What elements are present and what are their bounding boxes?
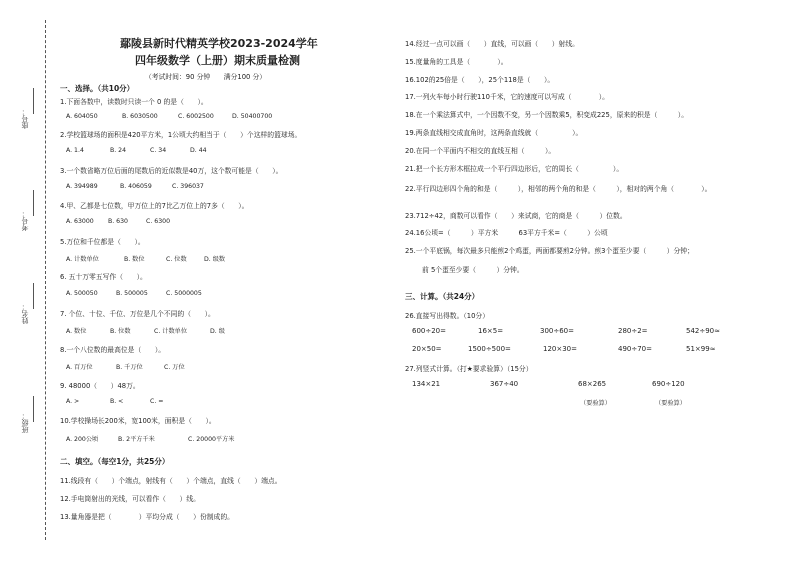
question-text: 10.学校操场长200米，宽100米，面积是（ ）。 bbox=[60, 417, 216, 425]
vertical-calc: 367÷40 bbox=[490, 380, 519, 388]
section-title: 一、选择。（共10分） bbox=[60, 84, 135, 93]
fill-item: 19.两条直线相交成直角时，这两条直线就（ ）。 bbox=[405, 129, 583, 137]
sidebar-rule bbox=[33, 283, 34, 309]
fill-item: 23.712÷42，商数可以看作（ ）来试商，它的商是（ ）位数。 bbox=[405, 212, 627, 220]
fill-item: 22.平行四边形四个角的和是（ ），相邻的两个角的和是（ ），相对的两个角（ ）。 bbox=[405, 185, 712, 193]
option: C. 396037 bbox=[172, 183, 204, 190]
fill-item: 11.线段有（ ）个端点，射线有（ ）个端点，直线（ ）端点。 bbox=[60, 477, 282, 485]
option: A. 63000 bbox=[66, 218, 94, 225]
option: B. 位数 bbox=[110, 328, 131, 335]
option: C. 位数 bbox=[166, 256, 187, 263]
name-label: 姓名： bbox=[21, 303, 29, 324]
question-text: 7. 个位、十位、千位、万位是几个不同的（ ）。 bbox=[60, 310, 215, 318]
option: A. 数位 bbox=[66, 328, 87, 335]
exam-number-label: 考号： bbox=[21, 210, 29, 231]
option: A. > bbox=[66, 398, 80, 405]
option: A. 394989 bbox=[66, 183, 98, 190]
option: B. 406059 bbox=[120, 183, 152, 190]
section-title: 二、填空。（每空1分，共25分） bbox=[60, 457, 170, 466]
fill-item: 15.度量角的工具是（ ）。 bbox=[405, 58, 508, 66]
calc-item: 490÷70= bbox=[618, 345, 652, 353]
fill-item: 16.102的25倍是（ ），25个118是（ ）。 bbox=[405, 76, 555, 84]
fill-item: 25.一个平底锅，每次最多只能煎2个鸡蛋，两面都要煎2分钟。煎3个蛋至少要（ ）分钟； bbox=[405, 247, 694, 255]
option: C. 20000平方米 bbox=[188, 436, 235, 443]
calc-item: 120×30= bbox=[543, 345, 577, 353]
question-text: 1.下面各数中，读数时只读一个 0 的是（ ）。 bbox=[60, 98, 208, 106]
option: C. 5000005 bbox=[166, 290, 202, 297]
option: A. 百万位 bbox=[66, 364, 93, 371]
option: B. < bbox=[110, 398, 124, 405]
section-title: 三、计算。（共24分） bbox=[405, 292, 480, 301]
option: C. = bbox=[150, 398, 164, 405]
option: B. 24 bbox=[110, 147, 127, 154]
option: C. 万位 bbox=[164, 364, 185, 371]
option: D. 50400700 bbox=[232, 113, 273, 120]
vertical-calc: 68×265 bbox=[578, 380, 607, 388]
sidebar-rule bbox=[33, 190, 34, 216]
option: A. 200公顷 bbox=[66, 436, 99, 443]
calc-item: 51×99≈ bbox=[686, 345, 716, 353]
option: D. 44 bbox=[190, 147, 207, 154]
option: C. 34 bbox=[150, 147, 167, 154]
option: D. 级 bbox=[210, 328, 225, 335]
option: B. 数位 bbox=[124, 256, 145, 263]
calc-item: 542÷90≈ bbox=[686, 327, 720, 335]
sidebar-rule bbox=[33, 88, 34, 114]
question-text: 2.学校篮球场的面积是420平方米，1公顷大约相当于（ ）个这样的篮球场。 bbox=[60, 131, 302, 139]
fill-item: 12.手电筒射出的光线，可以看作（ ）线。 bbox=[60, 495, 200, 503]
fill-item: 17.一列火车每小时行驶110千米，它的速度可以写成（ ）。 bbox=[405, 93, 609, 101]
sub-question: 27.列竖式计算。（打★要求验算）（15分） bbox=[405, 365, 533, 373]
option: A. 计数单位 bbox=[66, 256, 99, 263]
calc-item: 16×5= bbox=[478, 327, 504, 335]
seat-number-label: 座号： bbox=[21, 108, 29, 129]
question-text: 9. 48000（ ）48万。 bbox=[60, 382, 140, 390]
sub-question: 26.直接写出得数。（10分） bbox=[405, 312, 490, 320]
calc-item: 300÷60= bbox=[540, 327, 574, 335]
calc-item: 600÷20= bbox=[412, 327, 446, 335]
check-note: （要验算） bbox=[580, 400, 611, 407]
fill-item: 24.16公顷=（ ）平方米 63平方千米=（ ）公顷 bbox=[405, 229, 608, 237]
page-title: 鄢陵县新时代精英学校2023-2024学年 bbox=[120, 37, 318, 50]
fill-item: 20.在同一个平面内不相交的直线互相（ ）。 bbox=[405, 147, 556, 155]
question-text: 5.万位和千位都是（ ）。 bbox=[60, 238, 145, 246]
check-note: （要验算） bbox=[655, 400, 686, 407]
option: C. 6002500 bbox=[178, 113, 214, 120]
class-label: 班级： bbox=[21, 412, 29, 433]
vertical-calc: 134×21 bbox=[412, 380, 441, 388]
question-text: 4.甲、乙都是七位数，甲万位上的7比乙万位上的7多（ ）。 bbox=[60, 202, 249, 210]
fill-item: 13.量角器是把（ ）平均分成（ ）份制成的。 bbox=[60, 513, 234, 521]
option: D. 级数 bbox=[204, 256, 226, 263]
question-text: 8.一个八位数的最高位是（ ）。 bbox=[60, 346, 166, 354]
calc-item: 280÷2= bbox=[618, 327, 648, 335]
exam-meta: （考试时间：90 分钟 满分100 分） bbox=[145, 73, 267, 81]
fill-item: 18.在一个乘法算式中，一个因数不变，另一个因数乘5，积变成225，原来的积是（ ）。 bbox=[405, 111, 688, 119]
fill-item: 21.把一个长方形木框拉成一个平行四边形后，它的周长（ ）。 bbox=[405, 165, 624, 173]
option: A. 604050 bbox=[66, 113, 98, 120]
calc-item: 1500÷500= bbox=[468, 345, 511, 353]
question-text: 6. 五十万零五写作（ ）。 bbox=[60, 273, 147, 281]
calc-item: 20×50= bbox=[412, 345, 442, 353]
option: A. 500050 bbox=[66, 290, 98, 297]
option: A. 1.4 bbox=[66, 147, 84, 154]
fill-item: 前 5个蛋至少要（ ）分钟。 bbox=[422, 266, 524, 274]
option: B. 千万位 bbox=[116, 364, 143, 371]
fill-item: 14.经过一点可以画（ ）直线，可以画（ ）射线。 bbox=[405, 40, 579, 48]
option: B. 630 bbox=[108, 218, 128, 225]
sidebar-rule bbox=[33, 396, 34, 422]
vertical-calc: 690÷120 bbox=[652, 380, 685, 388]
option: C. 6300 bbox=[146, 218, 171, 225]
page-subtitle: 四年级数学（上册）期末质量检测 bbox=[135, 54, 300, 67]
option: C. 计数单位 bbox=[154, 328, 188, 335]
question-text: 3.一个数省略万位后面的尾数后的近似数是40万，这个数可能是（ ）。 bbox=[60, 167, 283, 175]
binding-dashed-line bbox=[45, 20, 46, 540]
option: B. 2平方千米 bbox=[118, 436, 155, 443]
option: B. 500005 bbox=[116, 290, 148, 297]
option: B. 6030500 bbox=[122, 113, 158, 120]
